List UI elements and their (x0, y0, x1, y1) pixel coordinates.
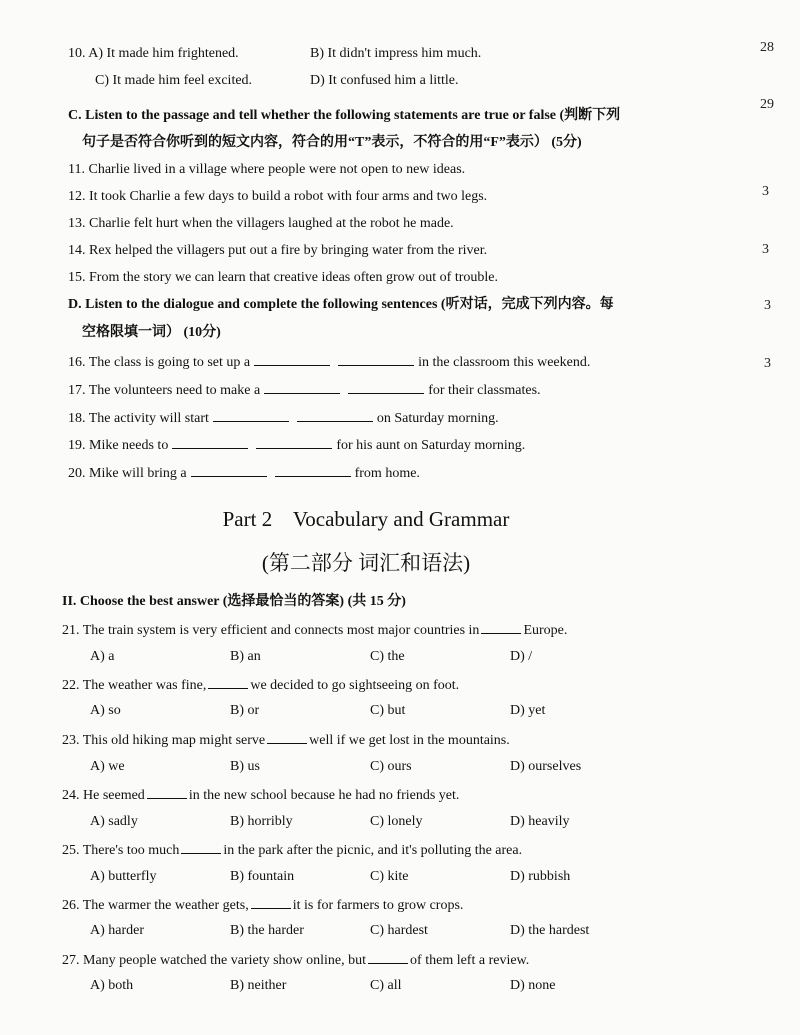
margin-number: 29 (760, 97, 774, 112)
mc-stem-pre: 23. This old hiking map might serve (62, 733, 266, 748)
mc-question-23 (62, 730, 510, 750)
option-b[interactable]: B) an (230, 649, 261, 664)
fill-pre: 16. The class is going to set up a (68, 355, 251, 370)
blank[interactable] (267, 730, 307, 744)
tf-statement: 15. From the story we can learn that creative ideas often grow out of trouble. (68, 270, 498, 285)
margin-number: 3 (762, 184, 769, 199)
blank[interactable] (256, 435, 332, 449)
blank[interactable] (172, 435, 248, 449)
mc-question-24 (62, 785, 459, 805)
mc-stem-post: it is for farmers to grow crops. (292, 898, 464, 913)
option-a[interactable]: A) both (90, 978, 134, 993)
margin-number: 28 (760, 40, 774, 55)
option-a[interactable]: A) sadly (90, 814, 138, 829)
blank[interactable] (297, 408, 373, 422)
mc-stem-pre: 26. The warmer the weather gets, (62, 898, 249, 913)
fill-pre: 20. Mike will bring a (68, 466, 187, 481)
blank[interactable] (481, 620, 521, 634)
q10-a-text: A) It made him frightened. (88, 46, 239, 61)
margin-number: 3 (764, 298, 771, 313)
option-c[interactable]: C) but (370, 703, 406, 718)
fill-sentence-19 (68, 435, 525, 455)
blank[interactable] (348, 380, 424, 394)
blank[interactable] (254, 352, 330, 366)
section-c-heading-cont: 句子是否符合你听到的短文内容，符合的用“T”表示，不符合的用“F”表示） (5分) (82, 135, 582, 150)
mc-stem-post: well if we get lost in the mountains. (309, 733, 510, 748)
fill-post: in the classroom this weekend. (418, 355, 591, 370)
margin-number: 3 (762, 242, 769, 257)
blank[interactable] (181, 840, 221, 854)
mc-stem-pre: 21. The train system is very efficient and connects most major countries in (62, 623, 480, 638)
fill-sentence-18 (68, 408, 499, 428)
section-d-heading-cont: 空格限填一词） (10分) (82, 325, 221, 340)
option-b[interactable]: B) the harder (230, 923, 304, 938)
fill-post: on Saturday morning. (376, 411, 499, 426)
option-d[interactable]: D) rubbish (510, 869, 571, 884)
fill-pre: 18. The activity will start (68, 411, 209, 426)
mc-stem-post: we decided to go sightseeing on foot. (250, 678, 460, 693)
option-c[interactable]: C) hardest (370, 923, 428, 938)
option-a[interactable]: A) we (90, 759, 125, 774)
option-b[interactable]: B) fountain (230, 869, 295, 884)
option-a[interactable]: A) harder (90, 923, 145, 938)
blank[interactable] (251, 895, 291, 909)
mc-stem-post: Europe. (523, 623, 568, 638)
blank[interactable] (191, 463, 267, 477)
mc-question-27 (62, 950, 529, 970)
tf-statement: 11. Charlie lived in a village where people were not open to new ideas. (68, 162, 466, 177)
option-d[interactable]: D) none (510, 978, 556, 993)
section-ii-heading: II. Choose the best answer (选择最恰当的答案) (共 15 分) (62, 594, 406, 609)
fill-sentence-20 (68, 463, 420, 483)
option-c[interactable]: C) the (370, 649, 405, 664)
option-c[interactable]: C) all (370, 978, 402, 993)
fill-sentence-16 (68, 352, 590, 372)
fill-pre: 19. Mike needs to (68, 438, 169, 453)
fill-post: for their classmates. (428, 383, 541, 398)
blank[interactable] (264, 380, 340, 394)
option-d[interactable]: D) ourselves (510, 759, 582, 774)
mc-question-26 (62, 895, 463, 915)
option-b[interactable]: B) or (230, 703, 260, 718)
fill-pre: 17. The volunteers need to make a (68, 383, 261, 398)
option-b[interactable]: B) horribly (230, 814, 293, 829)
blank[interactable] (368, 950, 408, 964)
option-d[interactable]: D) the hardest (510, 923, 590, 938)
mc-question-25 (62, 840, 522, 860)
option-c[interactable]: C) kite (370, 869, 409, 884)
mc-stem-pre: 22. The weather was fine, (62, 678, 207, 693)
fill-post: for his aunt on Saturday morning. (336, 438, 526, 453)
tf-statement: 13. Charlie felt hurt when the villagers laughed at the robot he made. (68, 216, 454, 231)
blank[interactable] (208, 675, 248, 689)
option-c[interactable]: C) ours (370, 759, 412, 774)
mc-stem-post: in the park after the picnic, and it's polluting the area. (223, 843, 523, 858)
option-d[interactable]: D) heavily (510, 814, 570, 829)
q10-option-a (68, 45, 239, 63)
option-a[interactable]: A) butterfly (90, 869, 157, 884)
section-c-heading: C. Listen to the passage and tell whether the following statements are true or false (判断下列 (68, 108, 621, 123)
mc-question-21 (62, 620, 567, 640)
tf-statement: 12. It took Charlie a few days to build a robot with four arms and two legs. (68, 189, 488, 204)
mc-stem-post: in the new school because he had no friends yet. (188, 788, 460, 803)
q10-option-d: D) It confused him a little. (310, 73, 459, 88)
blank[interactable] (213, 408, 289, 422)
blank[interactable] (147, 785, 187, 799)
option-c[interactable]: C) lonely (370, 814, 423, 829)
q10-option-c: C) It made him feel excited. (95, 73, 253, 88)
fill-sentence-17 (68, 380, 541, 400)
margin-number: 3 (764, 356, 771, 371)
option-b[interactable]: B) neither (230, 978, 287, 993)
fill-post: from home. (354, 466, 420, 481)
part2-title: Part 2 Vocabulary and Grammar (222, 507, 510, 531)
option-b[interactable]: B) us (230, 759, 260, 774)
option-d[interactable]: D) yet (510, 703, 546, 718)
blank[interactable] (338, 352, 414, 366)
option-a[interactable]: A) a (90, 649, 115, 664)
section-d-heading: D. Listen to the dialogue and complete the following sentences (听对话，完成下列内容。每 (68, 297, 614, 312)
mc-stem-pre: 25. There's too much (62, 843, 180, 858)
q10-number: 10. (68, 46, 86, 61)
mc-stem-post: of them left a review. (410, 953, 530, 968)
part2-subtitle: (第二部分 词汇和语法) (261, 551, 471, 575)
mc-stem-pre: 24. He seemed (62, 788, 145, 803)
mc-question-22 (62, 675, 459, 695)
tf-statement: 14. Rex helped the villagers put out a fire by bringing water from the river. (68, 243, 488, 258)
option-a[interactable]: A) so (90, 703, 121, 718)
blank[interactable] (275, 463, 351, 477)
mc-stem-pre: 27. Many people watched the variety show online, but (62, 953, 367, 968)
option-d[interactable]: D) / (510, 649, 533, 664)
q10-option-b: B) It didn't impress him much. (310, 46, 482, 61)
